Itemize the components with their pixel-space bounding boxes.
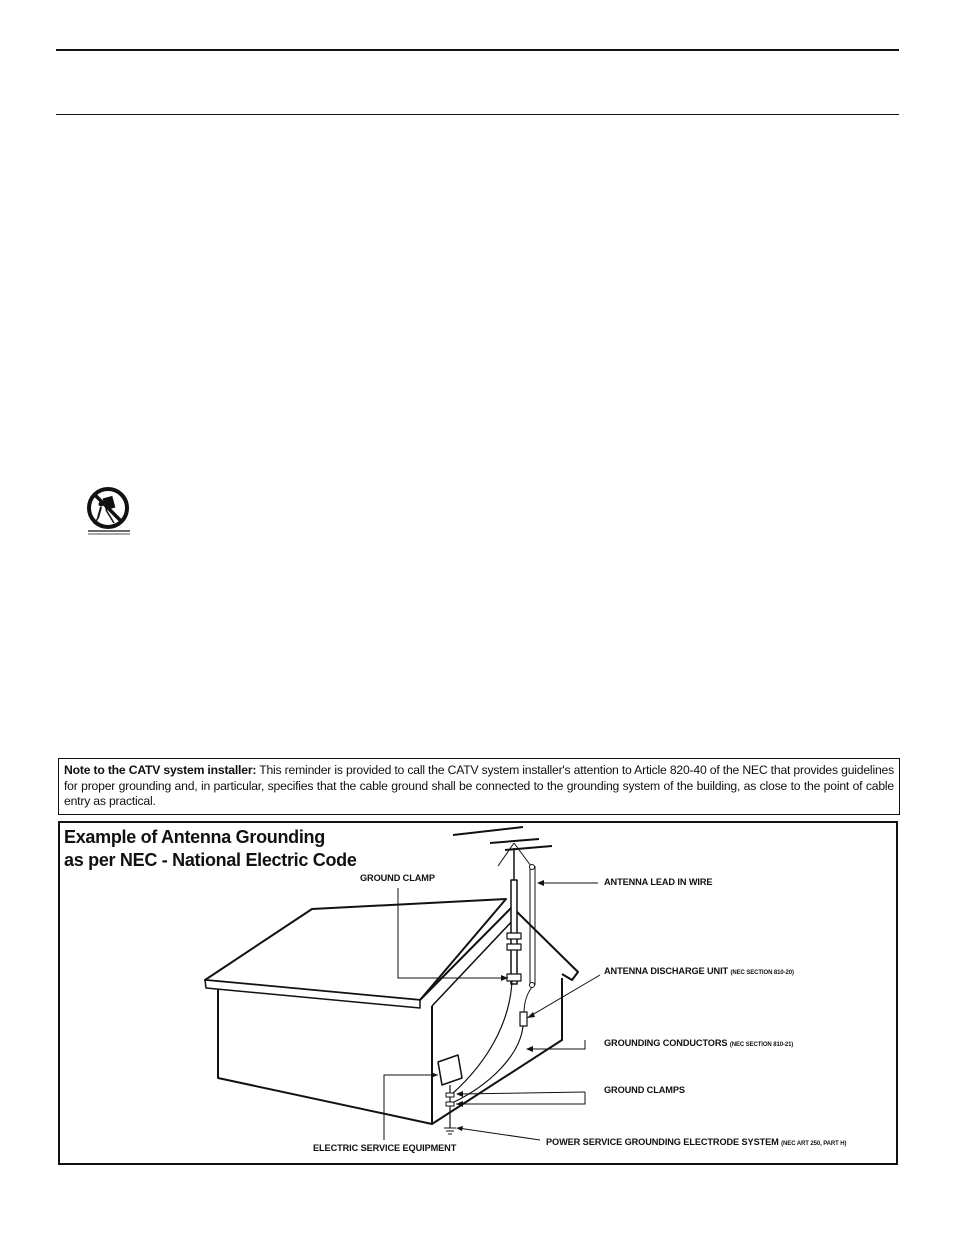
diagram-title-line-1: Example of Antenna Grounding: [64, 827, 325, 847]
label-ground-clamps: GROUND CLAMPS: [604, 1085, 685, 1095]
diagram-title-line-2: as per NEC - National Electric Code: [64, 850, 357, 870]
label-grounding-conductors-ref: (NEC SECTION 810-21): [729, 1042, 794, 1048]
label-grounding-conductors-text: GROUNDING CONDUCTORS: [604, 1038, 728, 1048]
label-ground-clamp: GROUND CLAMP: [360, 873, 435, 883]
label-power-service-ref: (NEC ART 250, PART H): [781, 1141, 847, 1147]
label-power-service-text: POWER SERVICE GROUNDING ELECTRODE SYSTEM: [546, 1137, 779, 1147]
label-antenna-discharge-unit: [604, 966, 794, 976]
label-grounding-conductors: [604, 1038, 793, 1048]
label-discharge-unit-ref: (NEC SECTION 810-20): [730, 970, 794, 976]
note-heading: Note to the CATV system installer:: [64, 763, 257, 777]
label-discharge-unit-text: ANTENNA DISCHARGE UNIT: [604, 966, 729, 976]
label-power-service-grounding: [546, 1137, 846, 1147]
note-body: This reminder is provided to call the CATV system installer's attention to Article 820-40 of the NEC that provides guidelines for proper grounding and, in particular, specifies that the cable ground shall be connected to the grounding system of the building, as close to the point of cable entry as practical.: [64, 763, 894, 808]
label-electric-service-equipment: ELECTRIC SERVICE EQUIPMENT: [313, 1143, 457, 1153]
label-antenna-lead-in-wire: ANTENNA LEAD IN WIRE: [604, 877, 713, 887]
